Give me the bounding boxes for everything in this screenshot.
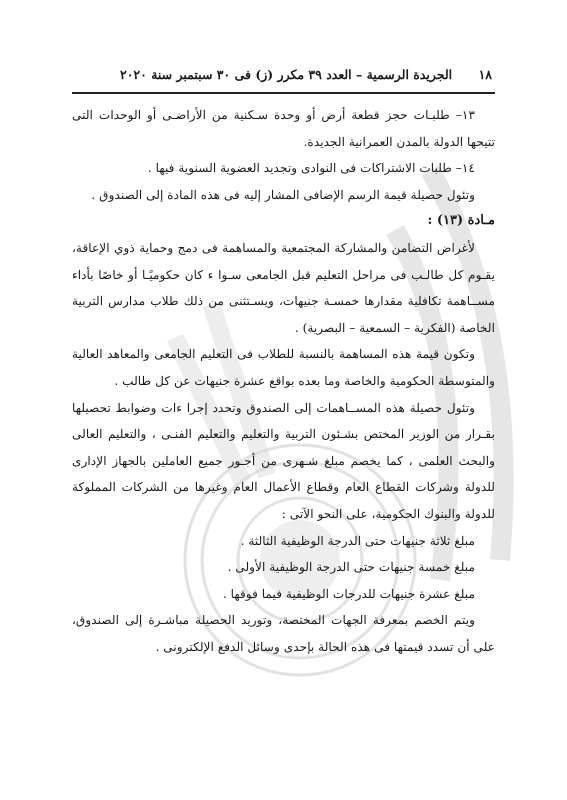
paragraph-salary-deduction: وتئول حصيلة هذه المســاهمات إلى الصندوق وتحدد إجرا ءات وضوابط تحصيلها بقـرار من الوزير المختص بشـئون التربية والتعليم والتعليم الفنـى ، والتعليم العالى والبحث العلمى ، كما يخصم مبلغ شـهرى من أجـور جميع العاملين بالجهاز الإدارى للدولة وشركات القطاع العام وقطاع الأعمال العام وغيرها من الشركات المملوكة للدولة والبنوك الحكومية، على النحو الآتى : [72, 400, 495, 521]
document-body [72, 102, 495, 660]
article-heading: مـادة (١٣) : [427, 213, 495, 229]
list-item-grade-3: مبلغ ثلاثة جنيهات حتى الدرجة الوظيفية الثالثة . [240, 533, 475, 548]
paragraph-item-14: ١٤– طلبات الاشتراكات فى النوادى وتجديد العضوية السنوية فيها . [147, 161, 475, 176]
paragraph-fee-proceeds: وتئول حصيلة قيمة الرسم الإضافى المشار إليه فى هذه المادة إلى الصندوق . [91, 187, 475, 202]
paragraph-deduction-method: ويتم الخصم بمعرفة الجهات المختصة، وتوريد الحصيلة مباشـرة إلى الصندوق، على أن تسدد قيمتها فى هذه الحالة بإحدى وسائل الدفع الإلكترونى . [72, 613, 495, 654]
paragraph-university-contribution: وتكون قيمة هذه المساهمة بالنسبة للطلاب فى التعليم الجامعى والمعاهد العالية والمتوسطة الحكومية والخاصة وما بعده بواقع عشرة جنيهات عن كل طالب . [72, 347, 495, 388]
page-header [120, 62, 492, 86]
paragraph-item-13: ١٣– طلبـات حجز قطعة أرض أو وحدة سـكنية من الأراضـى أو الوحدات التى تتيحها الدولة بالمدن العمرانية الجديدة. [72, 108, 495, 149]
header-title: الجريدة الرسمية – العدد ٣٩ مكرر (ز) فى ٣٠ سبتمبر سنة ٢٠٢٠ [120, 66, 453, 82]
list-item-higher-grades: مبلغ عشرة جنيهات للدرجات الوظيفية فيما فوقها . [222, 586, 475, 601]
list-item-grade-1: مبلغ خمسة جنيهات حتى الدرجة الوظيفية الأولى . [227, 560, 475, 575]
paragraph-contribution: لأغراض التضامن والمشاركة المجتمعية والمساهمة فى دمج وحماية ذوي الإعاقة، يقـوم كل طالـب فى مراحل التعليم قبل الجامعى سـوا ء كان حكوميًـا أو خاصًا بأداء مســاهمة تكافلية مقدارها خمسـة جنيهات، ويسـتثنى من ذلك طلاب مدارس التربية الخاصة (الفكرية – السمعية – البصرية) . [72, 240, 495, 335]
header-divider [72, 92, 495, 94]
page-number: ١٨ [478, 66, 492, 82]
